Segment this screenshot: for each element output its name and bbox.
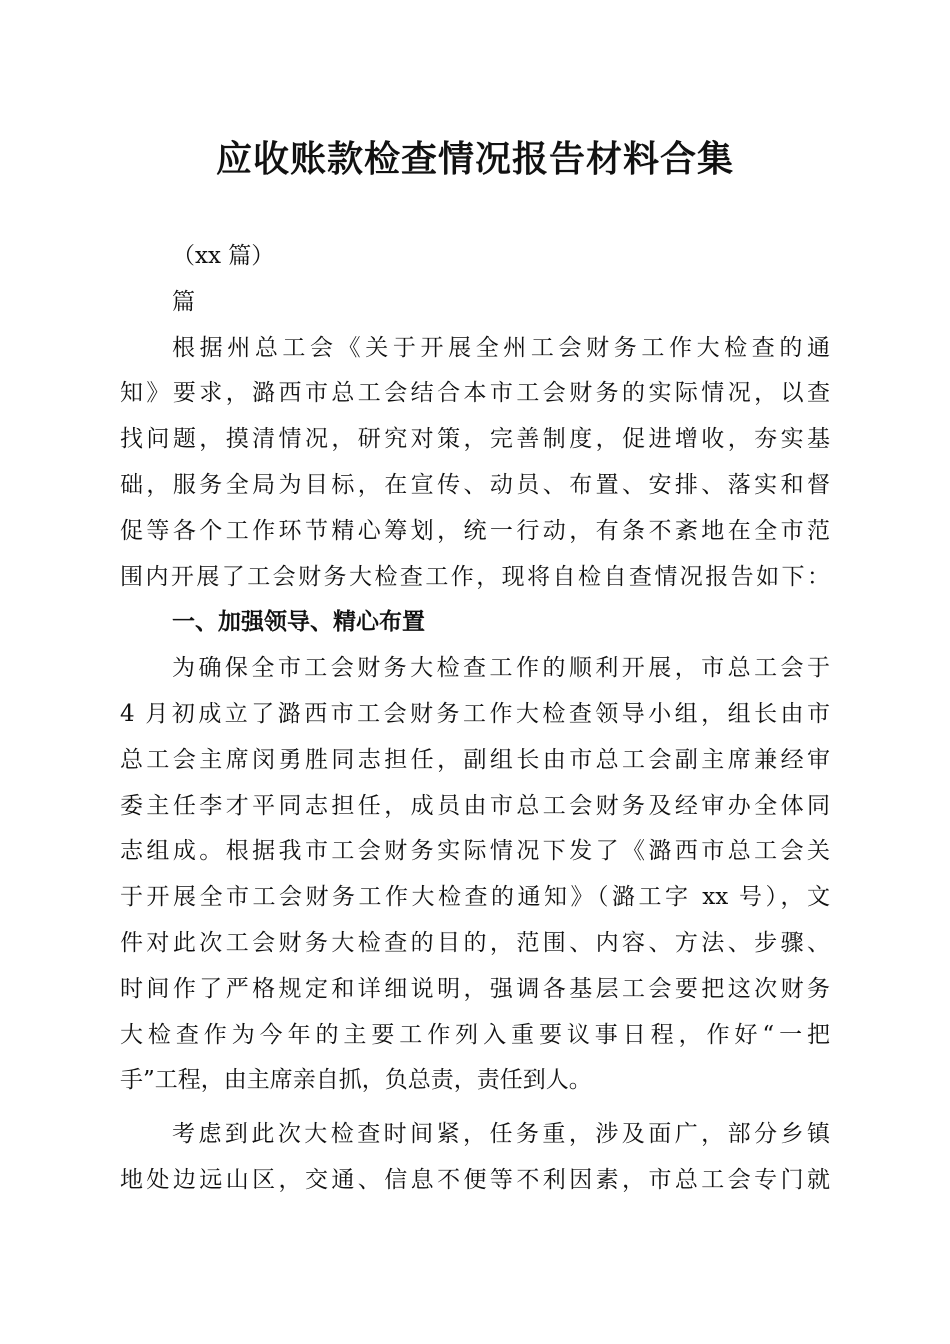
paragraph-1 [120, 326, 830, 601]
subtitle: （xx 篇） [172, 243, 275, 269]
paragraph-line: 考虑到此次大检查时间紧，任务重，涉及面广，部分乡镇 [172, 1121, 830, 1148]
paragraph-line: 促等各个工作环节精心筹划，统一行动，有条不紊地在全市范 [120, 517, 830, 544]
paragraph-line: 围内开展了工会财务大检查工作，现将自检自查情况报告如下： [120, 563, 830, 590]
document-body [120, 234, 830, 1204]
paragraph-line: 找问题，摸清情况，研究对策，完善制度，促进增收，夯实基 [120, 426, 830, 453]
paragraph-line: 为确保全市工会财务大检查工作的顺利开展，市总工会于 [172, 655, 830, 682]
paragraph-2 [120, 646, 830, 1104]
paragraph-line: 根据州总工会《关于开展全州工会财务工作大检查的通 [172, 334, 830, 361]
paragraph-line: 时间作了严格规定和详细说明，强调各基层工会要把这次财务 [120, 975, 830, 1002]
paragraph-gap [120, 1104, 830, 1112]
paragraph-line: 大检查作为今年的主要工作列入重要议事日程，作好“一把 [120, 1021, 830, 1048]
paragraph-line: 地处边远山区，交通、信息不便等不利因素，市总工会专门就 [120, 1166, 830, 1193]
section-marker: 篇 [172, 288, 195, 315]
section-heading: 一、加强领导、精心布置 [172, 609, 425, 636]
paragraph-line: 手”工程，由主席亲自抓，负总责，责任到人。 [120, 1067, 592, 1094]
paragraph-line: 知》要求，潞西市总工会结合本市工会财务的实际情况，以查 [120, 380, 830, 407]
document-title: 应收账款检查情况报告材料合集 [215, 138, 734, 180]
paragraph-line: 委主任李才平同志担任，成员由市总工会财务及经审办全体同 [120, 792, 830, 819]
paragraph-line: 4 月初成立了潞西市工会财务工作大检查领导小组，组长由市 [120, 700, 830, 727]
paragraph-line: 础，服务全局为目标，在宣传、动员、布置、安排、落实和督 [120, 471, 830, 498]
paragraph-line: 总工会主席闵勇胜同志担任，副组长由市总工会副主席兼经审 [120, 746, 830, 773]
paragraph-line: 志组成。根据我市工会财务实际情况下发了《潞西市总工会关 [120, 838, 830, 865]
paragraph-line: 于开展全市工会财务工作大检查的通知》（潞工字 xx 号），文 [120, 884, 830, 911]
paragraph-3 [120, 1112, 830, 1204]
paragraph-line: 件对此次工会财务大检查的目的，范围、内容、方法、步骤、 [120, 929, 830, 956]
